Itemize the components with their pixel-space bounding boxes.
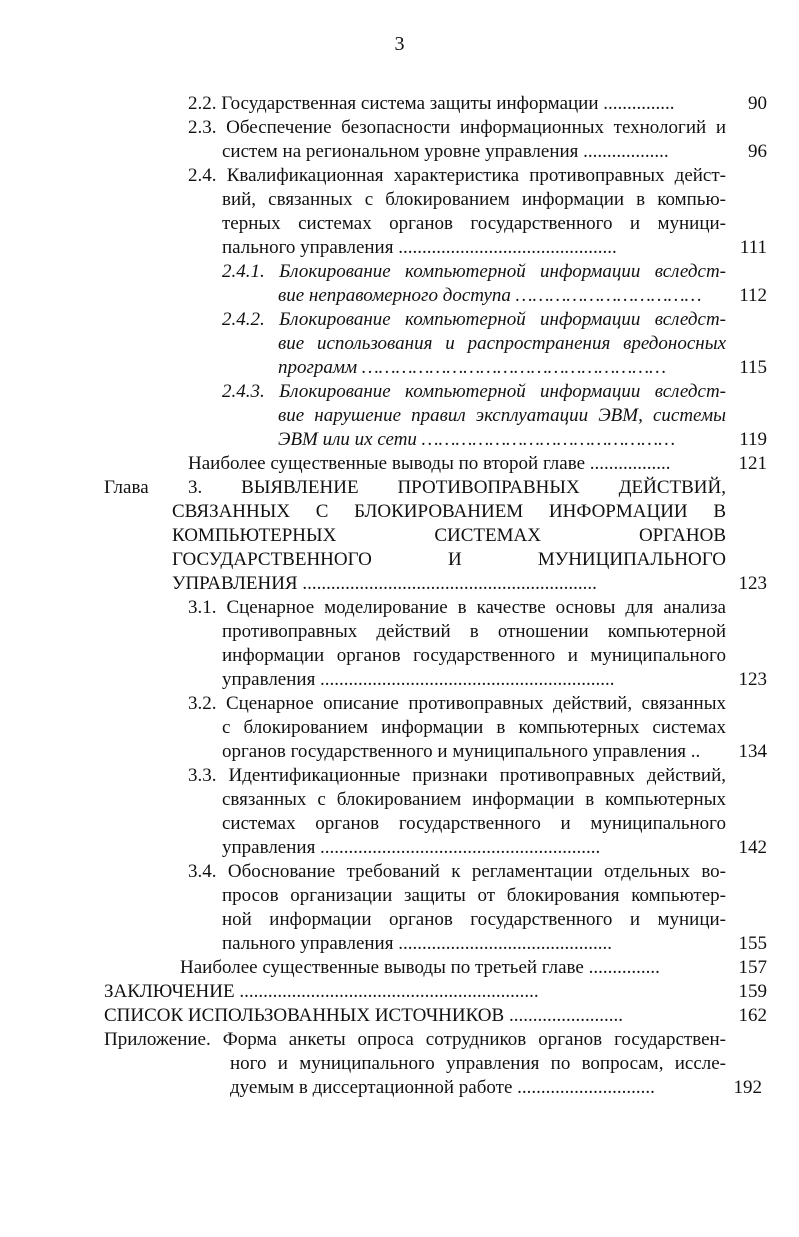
toc-page-3-4: 155 (738, 933, 767, 954)
toc-entry-appendix-line1: Приложение. Форма анкеты опроса сотрудников органов государствен- (104, 1029, 726, 1050)
toc-entry-2-4-3-line2: вие нарушение правил эксплуатации ЭВМ, системы (278, 405, 726, 426)
toc-page-2-4-2: 115 (739, 357, 767, 378)
toc-entry-3-3-line2: связанных с блокированием информации в компьютерных (222, 789, 726, 810)
toc-chapter-3-line3: КОМПЬЮТЕРНЫХ СИСТЕМАХ ОРГАНОВ (172, 525, 726, 546)
toc-chapter-3-line4: ГОСУДАРСТВЕННОГО И МУНИЦИПАЛЬНОГО (172, 549, 726, 570)
page-number: 3 (394, 33, 405, 55)
toc-entry-sources: СПИСОК ИСПОЛЬЗОВАННЫХ ИСТОЧНИКОВ ........................ (104, 1005, 623, 1026)
toc-entry-3-4-line2: просов организации защиты от блокирования компьютер- (222, 885, 726, 906)
toc-page-appendix: 192 (733, 1077, 762, 1098)
toc-entry-2-4-2-line1: 2.4.2. Блокирование компьютерной информации вследст- (222, 309, 726, 330)
toc-page-conclusion: 159 (738, 981, 767, 1002)
toc-chapter-3-line1: 3. ВЫЯВЛЕНИЕ ПРОТИВОПРАВНЫХ ДЕЙСТВИЙ, (188, 477, 726, 498)
toc-entry-2-4-line1: 2.4. Квалификационная характеристика противоправных дейст- (188, 165, 726, 186)
toc-entry-2-4-1-line2: вие неправомерного доступа …………………………… (278, 285, 702, 306)
toc-page-conclusions-ch3: 157 (738, 957, 767, 978)
toc-entry-3-4-line3: ной информации органов государственного и муници- (222, 909, 726, 930)
toc-page-3-3: 142 (738, 837, 767, 858)
toc-page-2-3: 96 (748, 141, 767, 162)
toc-entry-appendix-line2: ного и муниципального управления по вопросам, иссле- (230, 1053, 726, 1074)
toc-page-3-1: 123 (738, 669, 767, 690)
toc-entry-2-4-line2: вий, связанных с блокированием информации в компью- (222, 189, 726, 210)
toc-entry-conclusions-ch3: Наиболее существенные выводы по третьей главе ............... (180, 957, 660, 978)
toc-entry-2-4-3-line3: ЭВМ или их сети ……………………………………… (278, 429, 676, 450)
toc-page-3-2: 134 (738, 741, 767, 762)
toc-entry-3-1-line1: 3.1. Сценарное моделирование в качестве основы для анализа (188, 597, 726, 618)
toc-page-sources: 162 (738, 1005, 767, 1026)
toc-entry-2-4-line4: пального управления .............................................. (222, 237, 617, 258)
toc-chapter-3-line2: СВЯЗАННЫХ С БЛОКИРОВАНИЕМ ИНФОРМАЦИИ В (172, 501, 726, 522)
toc-entry-2-4-3-line1: 2.4.3. Блокирование компьютерной информации вследст- (222, 381, 726, 402)
toc-page-2-2: 90 (748, 93, 767, 114)
toc-entry-3-1-line4: управления .............................................................. (222, 669, 615, 690)
toc-entry-2-4-line3: терных системах органов государственного и муници- (222, 213, 726, 234)
toc-entry-3-1-line2: противоправных действий в отношении компьютерной (222, 621, 726, 642)
toc-entry-2-2: 2.2. Государственная система защиты информации ............... (188, 93, 675, 114)
toc-entry-conclusion: ЗАКЛЮЧЕНИЕ ............................................................... (104, 981, 539, 1002)
toc-page-2-4-1: 112 (739, 285, 767, 306)
toc-entry-2-4-2-line3: программ ……………………………………………… (278, 357, 667, 378)
toc-entry-3-4-line4: пального управления ............................................. (222, 933, 612, 954)
toc-entry-3-2-line2: с блокированием информации в компьютерных системах (222, 717, 726, 738)
toc-entry-3-2-line1: 3.2. Сценарное описание противоправных действий, связанных (188, 693, 726, 714)
toc-entry-3-3-line4: управления ........................................................... (222, 837, 601, 858)
toc-entry-2-4-2-line2: вие использования и распространения вредоносных (278, 333, 726, 354)
toc-entry-2-3-line1: 2.3. Обеспечение безопасности информационных технологий и (188, 117, 726, 138)
toc-entry-2-3-line2: систем на региональном уровне управления .................. (222, 141, 669, 162)
toc-chapter-3-line5: УПРАВЛЕНИЯ .............................................................. (172, 573, 597, 594)
toc-entry-conclusions-ch2: Наиболее существенные выводы по второй главе ................. (188, 453, 671, 474)
toc-entry-2-4-1-line1: 2.4.1. Блокирование компьютерной информации вследст- (222, 261, 726, 282)
toc-page-chapter-3: 123 (738, 573, 767, 594)
toc-entry-3-3-line1: 3.3. Идентификационные признаки противоправных действий, (188, 765, 726, 786)
toc-entry-3-4-line1: 3.4. Обоснование требований к регламентации отдельных во- (188, 861, 726, 882)
toc-page-2-4: 111 (739, 237, 767, 258)
toc-entry-3-2-line3: органов государственного и муниципального управления .. (222, 741, 701, 762)
toc-entry-3-3-line3: системах органов государственного и муниципального (222, 813, 726, 834)
toc-page-conclusions-ch2: 121 (738, 453, 767, 474)
toc-page-2-4-3: 119 (739, 429, 767, 450)
toc-entry-appendix-line3: дуемым в диссертационной работе ............................. (230, 1077, 655, 1098)
toc-chapter-label: Глава (104, 477, 149, 498)
toc-entry-3-1-line3: информации органов государственного и муниципального (222, 645, 726, 666)
